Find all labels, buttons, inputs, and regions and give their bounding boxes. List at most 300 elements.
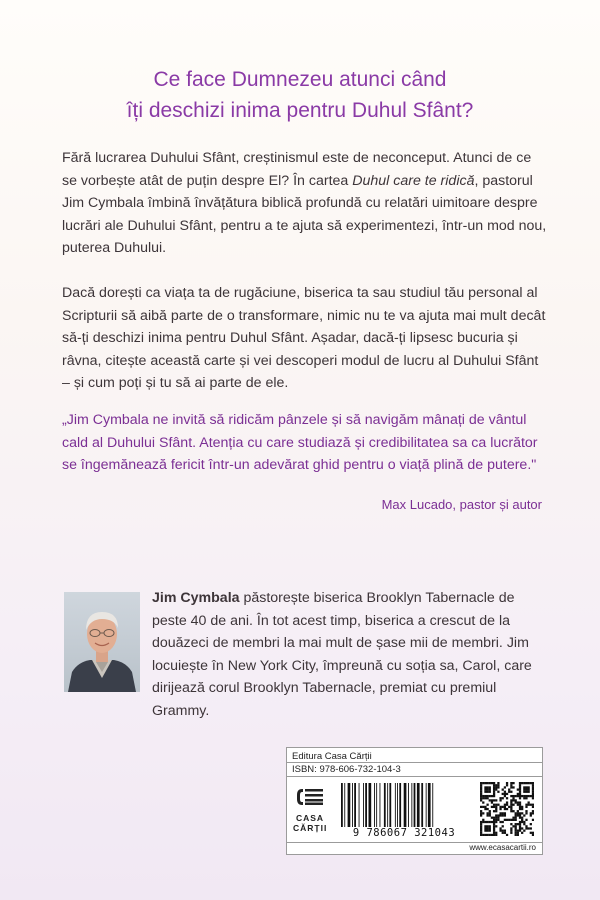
qr-module [484, 795, 486, 797]
qr-module [493, 791, 495, 793]
qr-module [480, 795, 482, 797]
qr-module [502, 814, 504, 816]
barcode-bar [408, 783, 409, 827]
barcode-bar [341, 783, 343, 833]
barcode-bar [414, 783, 416, 827]
qr-module [515, 830, 517, 832]
qr-module [510, 799, 512, 801]
qr-module [499, 812, 501, 814]
qr-module [482, 806, 484, 808]
qr-module [532, 788, 534, 790]
qr-module [530, 812, 532, 814]
qr-module [532, 806, 534, 808]
qr-module [495, 817, 497, 819]
qr-module [506, 819, 508, 821]
barcode-bar [348, 783, 351, 827]
qr-module [491, 795, 493, 797]
qr-module [497, 817, 499, 819]
paragraph-1-text-end: , pastorul Jim Cymbala îmbină învățătura biblică profundă cu relatări uimitoare despre lucrări ale Duhului Sfânt, pentru a te ajuta să experimentezi, într-un mod nou, puterea Duhului. [62, 172, 547, 257]
qr-module [515, 799, 517, 801]
qr-module [480, 791, 482, 793]
qr-module [493, 834, 495, 836]
qr-module [486, 827, 488, 829]
qr-module [499, 814, 501, 816]
qr-module [502, 832, 504, 834]
isbn: ISBN: 978-606-732-104-3 [292, 764, 401, 775]
qr-module [528, 801, 530, 803]
qr-module [484, 834, 486, 836]
publisher-url: www.ecasacartii.ro [469, 843, 536, 852]
qr-module [506, 797, 508, 799]
qr-module [519, 806, 521, 808]
qr-module [517, 814, 519, 816]
qr-module [504, 804, 506, 806]
qr-module [523, 795, 525, 797]
qr-module [504, 791, 506, 793]
qr-module [528, 782, 530, 784]
qr-module [512, 786, 514, 788]
qr-module [510, 832, 512, 834]
qr-module [515, 827, 517, 829]
qr-module [480, 788, 482, 790]
barcode-bar [374, 783, 375, 827]
qr-module [484, 786, 486, 788]
qr-module [515, 819, 517, 821]
qr-module [495, 806, 497, 808]
qr-module [499, 827, 501, 829]
qr-module [517, 830, 519, 832]
qr-module [517, 804, 519, 806]
qr-module [510, 819, 512, 821]
qr-module [515, 825, 517, 827]
qr-module [532, 786, 534, 788]
qr-module [484, 830, 486, 832]
qr-module [497, 814, 499, 816]
qr-module [506, 834, 508, 836]
qr-module [493, 810, 495, 812]
qr-module [493, 817, 495, 819]
barcode-bar [376, 783, 377, 827]
qr-module [493, 821, 495, 823]
qr-module [519, 814, 521, 816]
qr-module [506, 808, 508, 810]
qr-module [502, 821, 504, 823]
qr-module [515, 814, 517, 816]
qr-module [525, 827, 527, 829]
barcode-bar [432, 783, 433, 833]
qr-module [482, 782, 484, 784]
author-bio-text: păstorește biserica Brooklyn Tabernacle de peste 40 de ani. În tot acest timp, biserica a crescut de la douăzeci de membri la mai mult de șase mii de membri. Jim locuiește în New York City, împreună cu soția sa, Carol, care dirijează corul Brooklyn Tabernacle, premiat cu premiul Grammy. [152, 590, 532, 719]
qr-module [502, 830, 504, 832]
qr-module [495, 821, 497, 823]
qr-module [495, 804, 497, 806]
qr-module [519, 812, 521, 814]
qr-module [521, 827, 523, 829]
qr-module [525, 810, 527, 812]
qr-module [489, 814, 491, 816]
qr-module [506, 784, 508, 786]
qr-module [482, 797, 484, 799]
qr-module [495, 799, 497, 801]
qr-module [486, 797, 488, 799]
qr-module [486, 825, 488, 827]
qr-module [523, 788, 525, 790]
barcode-bar [389, 783, 391, 833]
headline-line-1: Ce face Dumnezeu atunci când [153, 68, 447, 91]
qr-module [528, 804, 530, 806]
qr-module [480, 786, 482, 788]
qr-module [495, 786, 497, 788]
qr-module [495, 819, 497, 821]
qr-module [499, 806, 501, 808]
qr-module [499, 799, 501, 801]
author-photo [64, 592, 140, 692]
qr-module [506, 793, 508, 795]
qr-module [491, 817, 493, 819]
barcode-bar [359, 783, 360, 827]
qr-module [532, 812, 534, 814]
qr-module [521, 782, 523, 784]
qr-module [525, 819, 527, 821]
qr-module [491, 799, 493, 801]
qr-module [517, 823, 519, 825]
qr-module [530, 823, 532, 825]
qr-module [489, 827, 491, 829]
qr-module [486, 786, 488, 788]
qr-module [493, 825, 495, 827]
qr-module [521, 806, 523, 808]
qr-module [515, 812, 517, 814]
book-title: Duhul care te ridică [352, 172, 475, 189]
logo-text-1: CASA [295, 813, 325, 823]
qr-module [512, 825, 514, 827]
barcode-bar [426, 783, 427, 827]
qr-module [480, 821, 482, 823]
qr-module [489, 795, 491, 797]
barcode-bar [369, 783, 372, 827]
qr-module [491, 806, 493, 808]
qr-module [504, 832, 506, 834]
qr-module [532, 793, 534, 795]
qr-module [523, 786, 525, 788]
qr-module [515, 823, 517, 825]
qr-module [528, 788, 530, 790]
qr-module [517, 810, 519, 812]
barcode-bar [380, 783, 381, 827]
qr-module [532, 834, 534, 836]
barcode-bar [387, 783, 388, 833]
qr-module [508, 791, 510, 793]
qr-module [493, 804, 495, 806]
qr-module [519, 808, 521, 810]
qr-module [519, 797, 521, 799]
qr-module [519, 795, 521, 797]
qr-module [525, 806, 527, 808]
qr-module [482, 834, 484, 836]
quote-attribution: Max Lucado, pastor și autor [381, 497, 542, 512]
qr-module [480, 812, 482, 814]
qr-module [495, 784, 497, 786]
qr-module [484, 827, 486, 829]
barcode-bar [344, 783, 345, 833]
description-paragraph-1 [62, 147, 550, 260]
qr-module [493, 784, 495, 786]
qr-module [489, 786, 491, 788]
qr-module [532, 804, 534, 806]
qr-module [532, 784, 534, 786]
qr-module [484, 806, 486, 808]
qr-module [486, 795, 488, 797]
qr-module [530, 795, 532, 797]
barcode-bar [404, 783, 407, 827]
qr-module [525, 791, 527, 793]
publisher-logo [293, 786, 327, 836]
qr-module [486, 834, 488, 836]
qr-module [521, 821, 523, 823]
qr-module [510, 827, 512, 829]
qr-module [517, 801, 519, 803]
qr-module [512, 782, 514, 784]
qr-module [480, 810, 482, 812]
qr-module [497, 786, 499, 788]
qr-module [480, 830, 482, 832]
qr-module [480, 793, 482, 795]
qr-module [521, 817, 523, 819]
qr-module [532, 782, 534, 784]
qr-module [517, 793, 519, 795]
qr-module [510, 808, 512, 810]
qr-module [504, 795, 506, 797]
qr-module [523, 791, 525, 793]
qr-module [486, 782, 488, 784]
qr-module [525, 804, 527, 806]
qr-module [510, 784, 512, 786]
qr-module [491, 821, 493, 823]
qr-module [502, 812, 504, 814]
logo-text-2: CĂRȚII [293, 823, 328, 833]
qr-module [482, 819, 484, 821]
qr-module [486, 814, 488, 816]
qr-module [486, 821, 488, 823]
qr-module [519, 823, 521, 825]
barcode-bar [354, 783, 356, 827]
author-bio [152, 587, 552, 723]
qr-module [493, 788, 495, 790]
qr-module [480, 782, 482, 784]
qr-module [489, 812, 491, 814]
qr-module [493, 823, 495, 825]
qr-module [497, 784, 499, 786]
qr-module [491, 801, 493, 803]
qr-module [532, 797, 534, 799]
qr-module [525, 782, 527, 784]
qr-module [502, 825, 504, 827]
qr-module [512, 797, 514, 799]
qr-module [510, 791, 512, 793]
paragraph-1-text-start: Fără lucrarea Duhului Sfânt, creștinismul este de neconceput. Atunci de ce se vorbește atât de puțin despre El? În cartea [62, 150, 532, 189]
qr-module [489, 830, 491, 832]
description-paragraph-2: Dacă dorești ca viața ta de rugăciune, biserica ta sau studiul tău personal al Scripturii să aibă parte de o transformare, nimic nu te va ajuta mai mult decât să-ți deschizi inima pentru Duhul Sfânt. Așadar, dacă-ți lipsesc bucuria și râvna, citește această carte și vei descoperi modul de lucru al Duhului Sfânt – și cum poți și tu să ai parte de ele. [62, 285, 546, 392]
qr-module [489, 834, 491, 836]
qr-module [519, 825, 521, 827]
qr-module [519, 830, 521, 832]
qr-module [491, 834, 493, 836]
qr-module [530, 804, 532, 806]
qr-module [532, 791, 534, 793]
qr-module [480, 827, 482, 829]
qr-module [525, 825, 527, 827]
qr-module [497, 819, 499, 821]
qr-module [515, 832, 517, 834]
qr-module [495, 832, 497, 834]
qr-module [517, 795, 519, 797]
qr-module [486, 804, 488, 806]
qr-module [504, 786, 506, 788]
qr-module [502, 793, 504, 795]
qr-module [532, 795, 534, 797]
qr-module [493, 793, 495, 795]
qr-module [493, 830, 495, 832]
qr-module [504, 814, 506, 816]
qr-module [523, 782, 525, 784]
qr-module [523, 821, 525, 823]
publisher-name: Editura Casa Cărții [292, 751, 372, 762]
barcode-bar [417, 783, 420, 827]
qr-module [486, 788, 488, 790]
qr-module [519, 791, 521, 793]
qr-module [502, 788, 504, 790]
qr-module [510, 795, 512, 797]
qr-module [493, 819, 495, 821]
qr-module [515, 795, 517, 797]
barcode-box [286, 747, 543, 855]
qr-module [519, 801, 521, 803]
barcode-bar [395, 783, 396, 827]
qr-module [530, 782, 532, 784]
qr-module [510, 801, 512, 803]
qr-module [523, 814, 525, 816]
qr-module [497, 791, 499, 793]
qr-module [495, 788, 497, 790]
headline-line-2: îți deschizi inima pentru Duhul Sfânt? [126, 99, 474, 122]
qr-module [489, 799, 491, 801]
qr-module [486, 812, 488, 814]
qr-module [499, 830, 501, 832]
qr-module [506, 804, 508, 806]
qr-module [519, 782, 521, 784]
qr-module [493, 786, 495, 788]
qr-module [512, 795, 514, 797]
barcode-bar [352, 783, 353, 827]
qr-module [512, 799, 514, 801]
qr-module [519, 786, 521, 788]
qr-module [521, 819, 523, 821]
qr-module [499, 808, 501, 810]
qr-module [497, 782, 499, 784]
qr-module [510, 806, 512, 808]
qr-module [512, 804, 514, 806]
qr-module [521, 832, 523, 834]
qr-module [508, 819, 510, 821]
qr-module [480, 797, 482, 799]
qr-module [517, 832, 519, 834]
qr-module [486, 830, 488, 832]
qr-module [495, 814, 497, 816]
qr-module [480, 825, 482, 827]
barcode-number: 9 786067 321043 [335, 827, 473, 839]
barcode-bar [428, 783, 431, 827]
qr-module [504, 812, 506, 814]
qr-module [493, 832, 495, 834]
qr-module [528, 786, 530, 788]
qr-module [480, 814, 482, 816]
qr-module [525, 788, 527, 790]
qr-module [512, 810, 514, 812]
author-name: Jim Cymbala [152, 590, 240, 606]
qr-module [484, 791, 486, 793]
qr-module [510, 786, 512, 788]
qr-module [493, 782, 495, 784]
qr-module [510, 830, 512, 832]
qr-module [508, 806, 510, 808]
qr-module [519, 793, 521, 795]
qr-module [508, 788, 510, 790]
qr-module [504, 819, 506, 821]
qr-module [484, 788, 486, 790]
qr-module [519, 817, 521, 819]
qr-module [525, 795, 527, 797]
headline [0, 64, 600, 126]
qr-module [510, 804, 512, 806]
qr-module [482, 795, 484, 797]
qr-module [482, 812, 484, 814]
qr-module [489, 782, 491, 784]
qr-module [504, 808, 506, 810]
qr-module [480, 799, 482, 801]
qr-module [491, 782, 493, 784]
qr-module [523, 797, 525, 799]
qr-module [530, 827, 532, 829]
qr-module [489, 821, 491, 823]
qr-module [532, 819, 534, 821]
qr-module [530, 832, 532, 834]
qr-module [486, 791, 488, 793]
qr-module [530, 814, 532, 816]
qr-module [528, 791, 530, 793]
qr-module [504, 793, 506, 795]
qr-module [525, 786, 527, 788]
barcode-bar [421, 783, 423, 827]
qr-module [519, 821, 521, 823]
qr-module [480, 806, 482, 808]
qr-module [493, 827, 495, 829]
qr-module [517, 812, 519, 814]
qr-module [521, 795, 523, 797]
qr-module [525, 812, 527, 814]
barcode-bar [363, 783, 364, 827]
qr-module [495, 808, 497, 810]
qr-module [519, 788, 521, 790]
qr-module [484, 821, 486, 823]
qr-module [519, 804, 521, 806]
barcode-bar [397, 783, 398, 827]
qr-module [484, 808, 486, 810]
qr-module [480, 832, 482, 834]
qr-module [499, 821, 501, 823]
qr-module [504, 806, 506, 808]
qr-module [484, 797, 486, 799]
qr-module [502, 806, 504, 808]
